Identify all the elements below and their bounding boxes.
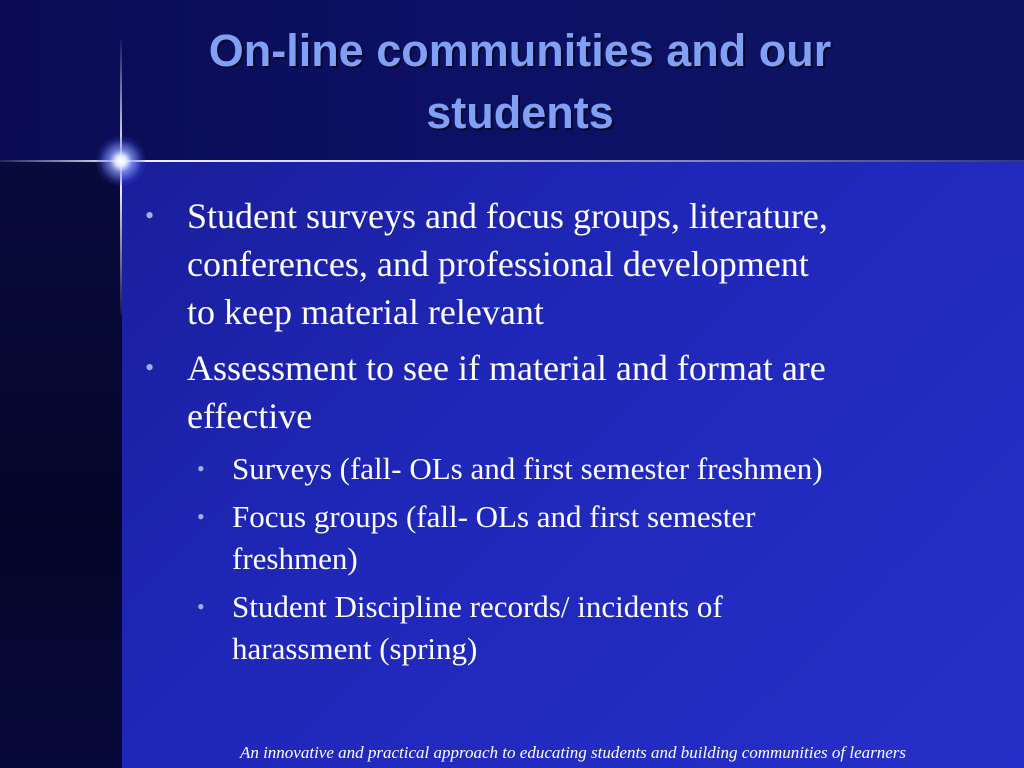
bullet-icon: • [145, 201, 155, 230]
bullet-item [145, 344, 1005, 440]
sub-bullet-item [145, 448, 1005, 490]
sub-bullet-text-line: freshmen) [232, 541, 358, 576]
slide-footer: An innovative and practical approach to educating students and building communities of learners [239, 743, 907, 762]
sub-bullet-item [145, 496, 1005, 580]
title-line: On-line communities and our [208, 25, 832, 76]
horizontal-rule [0, 160, 1024, 162]
sub-bullet-text-line: Focus groups (fall- OLs and first semester [232, 499, 756, 534]
sub-bullet-text-line: Surveys (fall- OLs and first semester freshmen) [232, 451, 823, 486]
bullet-text-line: Student surveys and focus groups, literature, [187, 196, 828, 236]
sub-bullet-icon: • [197, 504, 205, 529]
slide-title [120, 20, 920, 144]
slide-body [145, 192, 1005, 676]
sub-bullet-icon: • [197, 456, 205, 481]
bullet-text-line: to keep material relevant [187, 292, 544, 332]
sub-bullet-text-line: Student Discipline records/ incidents of [232, 589, 723, 624]
title-line: students [426, 87, 614, 138]
sub-bullet-icon: • [197, 594, 205, 619]
bullet-text-line: Assessment to see if material and format are [187, 348, 826, 388]
bullet-text-line: effective [187, 396, 313, 436]
bullet-text-line: conferences, and professional development [187, 244, 809, 284]
left-margin-panel [0, 162, 122, 768]
sub-bullet-text-line: harassment (spring) [232, 631, 478, 666]
sub-bullet-item [145, 586, 1005, 670]
bullet-icon: • [145, 353, 155, 382]
bullet-item [145, 192, 1005, 336]
